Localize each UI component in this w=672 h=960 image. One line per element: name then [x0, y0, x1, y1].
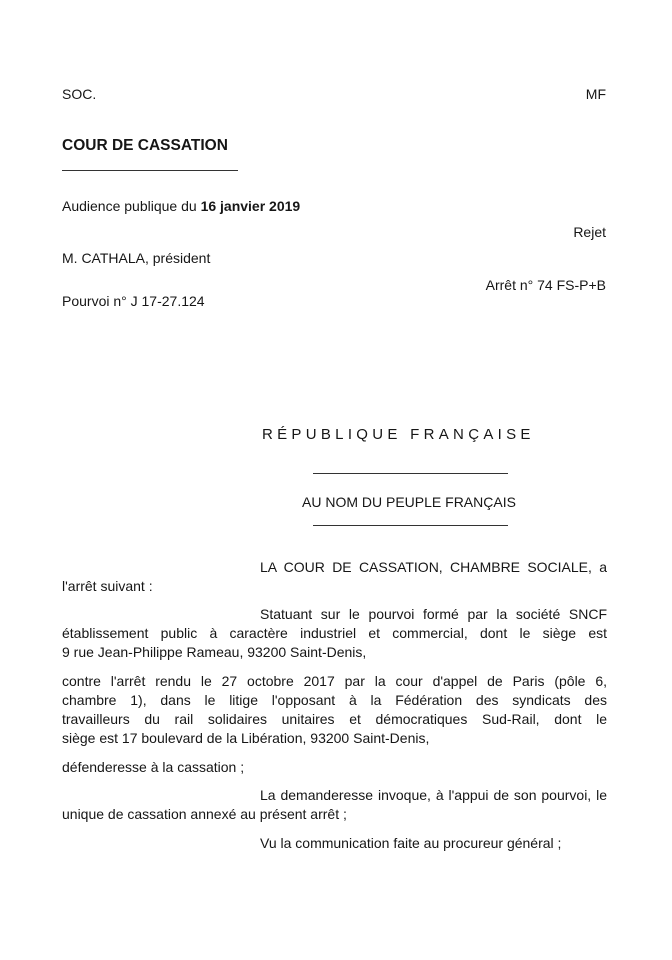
- body-line: travailleurs du rail solidaires unitaires et démocratiques Sud-Rail, dont le: [62, 711, 607, 727]
- decision: Rejet: [573, 224, 606, 240]
- chamber-code: SOC.: [62, 86, 97, 102]
- author-code: MF: [585, 86, 606, 102]
- body-line: contre l'arrêt rendu le 27 octobre 2017 par la cour d'appel de Paris (pôle 6,: [62, 673, 607, 689]
- body-line: Statuant sur le pourvoi formé par la société SNCF: [260, 606, 607, 622]
- hearing-label: Audience publique du: [62, 198, 201, 214]
- court-underline: [62, 170, 238, 171]
- president: M. CATHALA, président: [62, 250, 211, 266]
- title-rule-top: [313, 473, 508, 474]
- body-line: unique de cassation annexé au présent arrêt ;: [62, 806, 347, 822]
- court-name: COUR DE CASSATION: [62, 137, 228, 154]
- body-line: défenderesse à la cassation ;: [62, 759, 245, 775]
- body-line: 9 rue Jean-Philippe Rameau, 93200 Saint-Denis,: [62, 644, 367, 660]
- body-line: siège est 17 boulevard de la Libération, 93200 Saint-Denis,: [62, 730, 430, 746]
- arret-number: Arrêt n° 74 FS-P+B: [485, 277, 606, 293]
- pourvoi-number: Pourvoi n° J 17-27.124: [62, 293, 205, 309]
- body-line: établissement public à caractère industriel et commercial, dont le siège est: [62, 625, 607, 641]
- body-line: chambre 1), dans le litige l'opposant à la Fédération des syndicats des: [62, 692, 607, 708]
- republic-title: RÉPUBLIQUE FRANÇAISE: [262, 426, 535, 443]
- hearing-date: 16 janvier 2019: [200, 198, 301, 214]
- body-line: LA COUR DE CASSATION, CHAMBRE SOCIALE, a: [260, 559, 607, 575]
- body-line: Vu la communication faite au procureur général ;: [260, 835, 562, 851]
- hearing-line: [62, 197, 300, 215]
- people-title: AU NOM DU PEUPLE FRANÇAIS: [302, 494, 516, 510]
- title-rule-bottom: [313, 525, 508, 526]
- body-line: l'arrêt suivant :: [62, 578, 153, 594]
- body-line: La demanderesse invoque, à l'appui de son pourvoi, le: [260, 787, 607, 803]
